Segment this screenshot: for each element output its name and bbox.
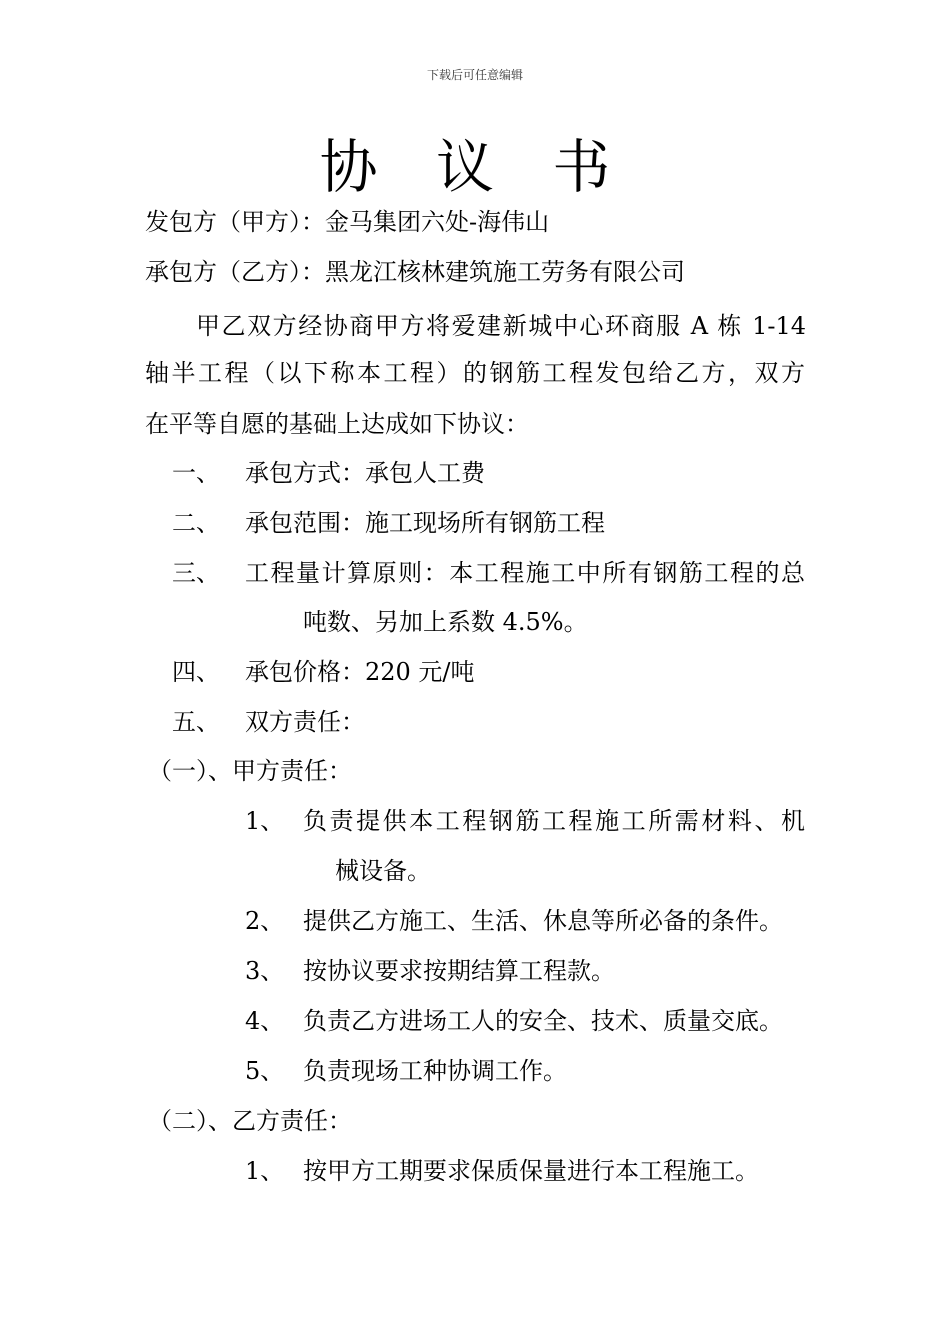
- clause-text: 工程量计算原则：本工程施工中所有钢筋工程的总: [245, 559, 805, 587]
- item-text: 提供乙方施工、生活、休息等所必备的条件。: [303, 907, 783, 935]
- item-number: 5、: [245, 1057, 285, 1085]
- item-number: 1、: [245, 1157, 285, 1185]
- section-a-heading: （一）、甲方责任：: [148, 757, 352, 785]
- clause-text: 承包价格：220 元/吨: [245, 658, 475, 686]
- item-text: 按协议要求按期结算工程款。: [303, 957, 615, 985]
- clause-text: 承包范围：施工现场所有钢筋工程: [245, 509, 605, 537]
- intro-line-3: 在平等自愿的基础上达成如下协议：: [145, 410, 529, 438]
- section-b-heading: （二）、乙方责任：: [148, 1107, 352, 1135]
- header-note: 下载后可任意编辑: [426, 68, 523, 82]
- item-text: 负责现场工种协调工作。: [303, 1057, 567, 1085]
- clause-number: 二、: [172, 509, 220, 537]
- item-number: 1、: [245, 807, 285, 835]
- clause-text: 双方责任：: [245, 708, 365, 736]
- item-text: 负责提供本工程钢筋工程施工所需材料、机: [303, 807, 805, 835]
- item-number: 2、: [245, 907, 285, 935]
- clause-number: 三、: [172, 559, 220, 587]
- clause-number: 四、: [172, 658, 220, 686]
- item-number: 3、: [245, 957, 285, 985]
- intro-line-1: 甲乙双方经协商甲方将爱建新城中心环商服 A 栋 1-14: [196, 312, 806, 340]
- item-text: 按甲方工期要求保质保量进行本工程施工。: [303, 1157, 759, 1185]
- clause-number: 一、: [172, 459, 220, 487]
- item-text: 负责乙方进场工人的安全、技术、质量交底。: [303, 1007, 783, 1035]
- party-a-line: 发包方（甲方）：金马集团六处-海伟山: [145, 208, 550, 236]
- clause-number: 五、: [172, 708, 220, 736]
- document-title: 协 议 书: [319, 133, 631, 201]
- party-b-line: 承包方（乙方）：黑龙江核林建筑施工劳务有限公司: [145, 258, 685, 286]
- clause-text-continued: 吨数、另加上系数 4.5%。: [303, 608, 588, 636]
- clause-text: 承包方式：承包人工费: [245, 459, 485, 487]
- item-number: 4、: [245, 1007, 285, 1035]
- item-text-continued: 械设备。: [335, 857, 431, 885]
- intro-line-2: 轴半工程（以下称本工程）的钢筋工程发包给乙方，双方: [145, 359, 805, 387]
